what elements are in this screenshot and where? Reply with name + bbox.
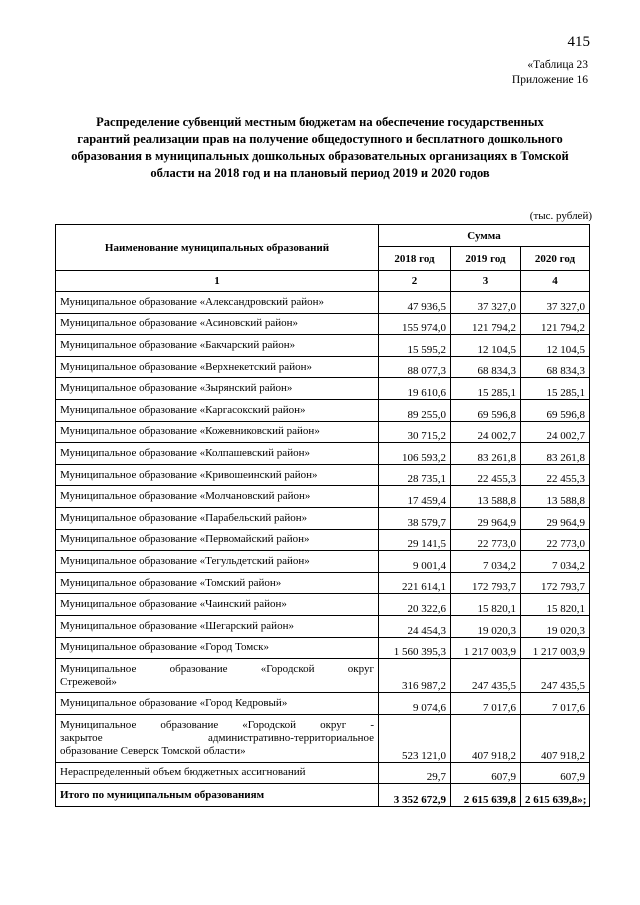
table-row: [56, 399, 590, 421]
total-2018: 3 352 672,9: [379, 784, 451, 807]
value-2020: 172 793,7: [521, 572, 590, 594]
value-2018: 24 454,3: [379, 615, 451, 637]
value-2018: 29,7: [379, 762, 451, 784]
table-ref-line1: «Таблица 23: [527, 59, 588, 71]
value-2019: 407 918,2: [451, 714, 521, 762]
units-note: (тыс. рублей): [529, 210, 592, 222]
column-number: 3: [451, 271, 521, 292]
table-row: [56, 659, 590, 693]
value-2018: 15 595,2: [379, 335, 451, 357]
row-name: Муниципальное образование «Парабельский район»: [56, 507, 379, 529]
table-row: [56, 486, 590, 508]
total-name: Итого по муниципальным образованиям: [56, 784, 379, 807]
value-2019: 607,9: [451, 762, 521, 784]
row-name: [56, 714, 379, 762]
value-2020: 37 327,0: [521, 292, 590, 314]
row-name-line: закрытое административно-территориальное: [60, 731, 374, 744]
value-2020: 83 261,8: [521, 443, 590, 465]
subsidy-table: [55, 224, 590, 807]
value-2020: 22 455,3: [521, 464, 590, 486]
value-2020: 13 588,8: [521, 486, 590, 508]
value-2018: 106 593,2: [379, 443, 451, 465]
value-2020: 22 773,0: [521, 529, 590, 551]
value-2018: 523 121,0: [379, 714, 451, 762]
value-2019: 15 285,1: [451, 378, 521, 400]
value-2020: 24 002,7: [521, 421, 590, 443]
value-2019: 37 327,0: [451, 292, 521, 314]
row-name: Муниципальное образование «Каргасокский район»: [56, 399, 379, 421]
table-row: [56, 335, 590, 357]
total-row: [56, 784, 590, 807]
value-2018: 20 322,6: [379, 594, 451, 616]
row-name: Муниципальное образование «Город Томск»: [56, 637, 379, 659]
column-number: 1: [56, 271, 379, 292]
row-name: Нераспределенный объем бюджетных ассигнований: [56, 762, 379, 784]
row-name: [56, 659, 379, 693]
value-2020: 1 217 003,9: [521, 637, 590, 659]
table-row: [56, 507, 590, 529]
value-2018: 38 579,7: [379, 507, 451, 529]
value-2018: 89 255,0: [379, 399, 451, 421]
row-name: Муниципальное образование «Шегарский район»: [56, 615, 379, 637]
table-row: [56, 714, 590, 762]
page-number: 415: [567, 34, 590, 50]
table-row: [56, 356, 590, 378]
value-2019: 68 834,3: [451, 356, 521, 378]
value-2019: 13 588,8: [451, 486, 521, 508]
row-name: Муниципальное образование «Кожевниковский район»: [56, 421, 379, 443]
value-2019: 69 596,8: [451, 399, 521, 421]
value-2020: 12 104,5: [521, 335, 590, 357]
value-2019: 247 435,5: [451, 659, 521, 693]
table-row: [56, 464, 590, 486]
value-2018: 47 936,5: [379, 292, 451, 314]
row-name: Муниципальное образование «Бакчарский район»: [56, 335, 379, 357]
value-2019: 12 104,5: [451, 335, 521, 357]
value-2020: 121 794,2: [521, 313, 590, 335]
table-reference: [512, 58, 588, 88]
table-row: [56, 693, 590, 715]
table-ref-line2: Приложение 16: [511, 74, 588, 86]
row-name: Муниципальное образование «Колпашевский район»: [56, 443, 379, 465]
value-2018: 29 141,5: [379, 529, 451, 551]
value-2018: 88 077,3: [379, 356, 451, 378]
table-row: [56, 762, 590, 784]
row-name-line: Муниципальное образование «Городской округ -: [60, 718, 374, 731]
value-2020: 68 834,3: [521, 356, 590, 378]
header-year-2020: 2020 год: [521, 247, 590, 271]
value-2020: 607,9: [521, 762, 590, 784]
row-name: Муниципальное образование «Томский район»: [56, 572, 379, 594]
value-2019: 1 217 003,9: [451, 637, 521, 659]
table-row: [56, 594, 590, 616]
value-2018: 28 735,1: [379, 464, 451, 486]
value-2019: 19 020,3: [451, 615, 521, 637]
total-2019: 2 615 639,8: [451, 784, 521, 807]
table-row: [56, 615, 590, 637]
document-title: Распределение субвенций местным бюджетам на обеспечение государственных гарантий реализации прав на получение общедоступного и бесплатного дошкольного образования в муниципальных дошкольных образовательных организациях в Томской области на 2018 год и на плановый период 2019 и 2020 годов: [71, 115, 569, 180]
header-year-2018: 2018 год: [379, 247, 451, 271]
row-name-line: Стрежевой»: [60, 675, 117, 688]
value-2018: 1 560 395,3: [379, 637, 451, 659]
value-2018: 19 610,6: [379, 378, 451, 400]
value-2018: 17 459,4: [379, 486, 451, 508]
row-name: Муниципальное образование «Зырянский район»: [56, 378, 379, 400]
column-number: 4: [521, 271, 590, 292]
value-2020: 15 285,1: [521, 378, 590, 400]
value-2019: 121 794,2: [451, 313, 521, 335]
value-2020: 19 020,3: [521, 615, 590, 637]
row-name: Муниципальное образование «Верхнекетский район»: [56, 356, 379, 378]
header-name: Наименование муниципальных образований: [56, 225, 379, 271]
value-2018: 221 614,1: [379, 572, 451, 594]
value-2020: 69 596,8: [521, 399, 590, 421]
table-row: [56, 551, 590, 573]
total-2020: 2 615 639,8»;: [521, 784, 590, 807]
value-2019: 7 034,2: [451, 551, 521, 573]
value-2019: 22 773,0: [451, 529, 521, 551]
row-name: Муниципальное образование «Александровский район»: [56, 292, 379, 314]
row-name: Муниципальное образование «Асиновский район»: [56, 313, 379, 335]
header-year-2019: 2019 год: [451, 247, 521, 271]
table-row: [56, 529, 590, 551]
row-name: Муниципальное образование «Кривошеинский район»: [56, 464, 379, 486]
value-2019: 15 820,1: [451, 594, 521, 616]
value-2020: 7 017,6: [521, 693, 590, 715]
row-name-line: образование Северск Томской области»: [60, 744, 246, 757]
row-name: Муниципальное образование «Молчановский район»: [56, 486, 379, 508]
table-row: [56, 378, 590, 400]
header-sum: Сумма: [379, 225, 590, 247]
value-2018: 155 974,0: [379, 313, 451, 335]
value-2020: 7 034,2: [521, 551, 590, 573]
value-2020: 15 820,1: [521, 594, 590, 616]
value-2020: 407 918,2: [521, 714, 590, 762]
row-name: Муниципальное образование «Город Кедровый»: [56, 693, 379, 715]
value-2018: 9 074,6: [379, 693, 451, 715]
table-row: [56, 572, 590, 594]
value-2018: 30 715,2: [379, 421, 451, 443]
value-2018: 316 987,2: [379, 659, 451, 693]
table-row: [56, 313, 590, 335]
table-row: [56, 443, 590, 465]
value-2019: 29 964,9: [451, 507, 521, 529]
value-2018: 9 001,4: [379, 551, 451, 573]
value-2019: 7 017,6: [451, 693, 521, 715]
value-2019: 24 002,7: [451, 421, 521, 443]
table-row: [56, 292, 590, 314]
row-name: Муниципальное образование «Чаинский район»: [56, 594, 379, 616]
row-name: Муниципальное образование «Первомайский район»: [56, 529, 379, 551]
value-2019: 172 793,7: [451, 572, 521, 594]
row-name: Муниципальное образование «Тегульдетский район»: [56, 551, 379, 573]
value-2019: 22 455,3: [451, 464, 521, 486]
table-row: [56, 421, 590, 443]
table-row: [56, 637, 590, 659]
row-name-line: Муниципальное образование «Городской округ: [60, 662, 374, 675]
value-2020: 247 435,5: [521, 659, 590, 693]
column-number: 2: [379, 271, 451, 292]
value-2019: 83 261,8: [451, 443, 521, 465]
value-2020: 29 964,9: [521, 507, 590, 529]
